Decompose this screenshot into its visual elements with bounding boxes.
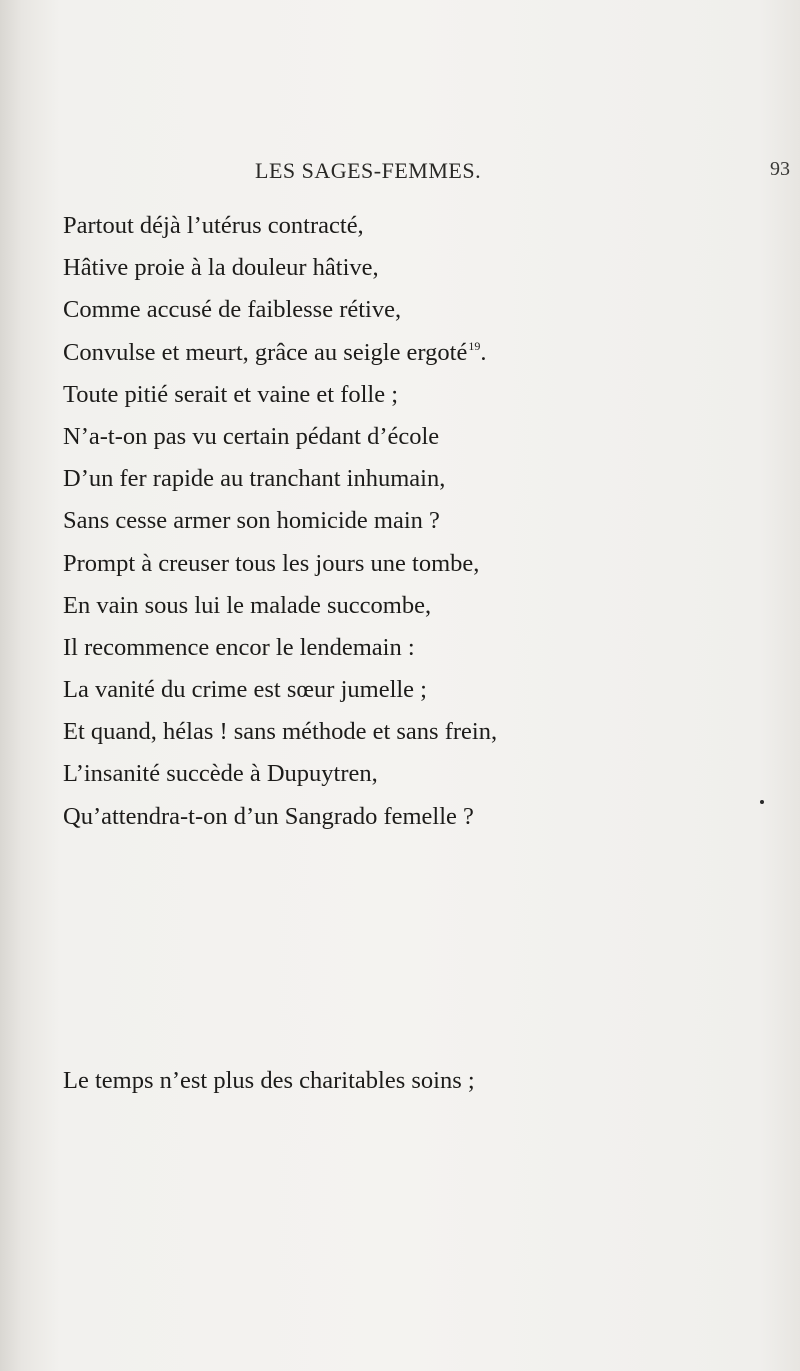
footnote-reference[interactable]: 19 (468, 339, 481, 354)
poem-line: Prompt à creuser tous les jours une tombe, (63, 549, 480, 577)
poem-line: En vain sous lui le malade succombe, (63, 591, 432, 619)
poem-stanza-next (63, 1060, 475, 1102)
poem-line: La vanité du crime est sœur jumelle ; (63, 676, 427, 704)
poem-line: L’insanité succède à Dupuytren, (63, 760, 378, 788)
poem-line: Et quand, hélas ! sans méthode et sans frein, (63, 718, 498, 746)
poem-line: Qu’attendra-t-on d’un Sangrado femelle ? (63, 802, 474, 830)
ink-speck (760, 800, 764, 804)
poem-line-text: Convulse et meurt, grâce au seigle ergoté (63, 338, 468, 366)
poem-line (63, 332, 497, 374)
poem-line: Il recommence encor le lendemain : (63, 633, 415, 661)
poem-line: Sans cesse armer son homicide main ? (63, 507, 440, 535)
poem-line: Hâtive proie à la douleur hâtive, (63, 254, 379, 282)
poem-line-punct: . (480, 338, 487, 366)
poem-line: Partout déjà l’utérus contracté, (63, 212, 364, 239)
poem-line: D’un fer rapide au tranchant inhumain, (63, 465, 446, 493)
poem-line: N’a-t-on pas vu certain pédant d’école (63, 422, 440, 450)
poem-line: Le temps n’est plus des charitables soins ; (63, 1067, 475, 1094)
bleed-through (530, 200, 800, 1100)
poem-stanza (63, 205, 497, 838)
running-head: LES SAGES-FEMMES. (255, 158, 482, 183)
poem-line: Comme accusé de faiblesse rétive, (63, 296, 402, 324)
page-number: 93 (770, 158, 790, 180)
poem-line: Toute pitié serait et vaine et folle ; (63, 380, 399, 408)
